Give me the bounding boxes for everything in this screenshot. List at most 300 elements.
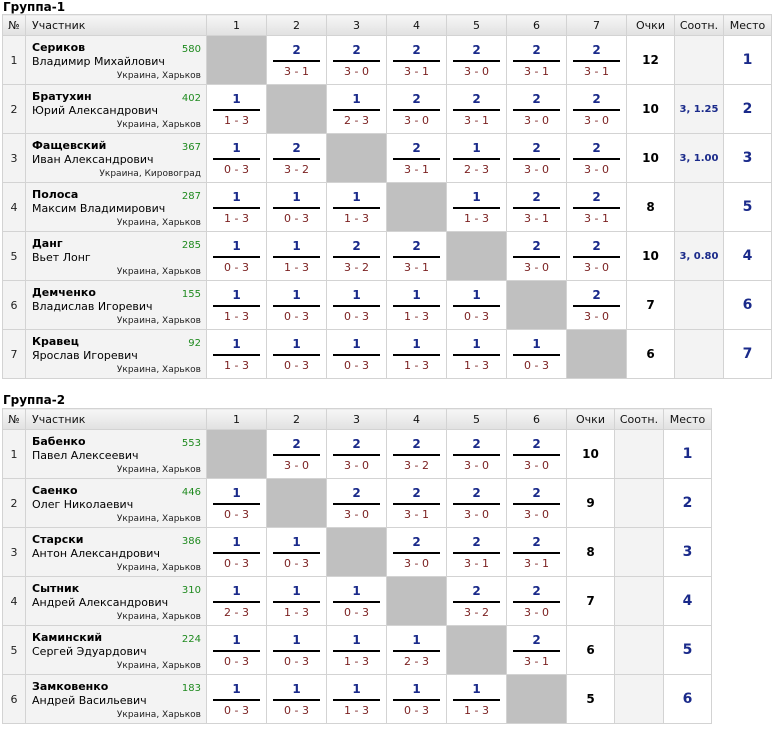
result-divider	[393, 552, 440, 554]
row-number: 3	[3, 134, 26, 183]
player-cell[interactable]	[26, 577, 207, 626]
match-score: 0 - 3	[404, 704, 429, 717]
result-divider	[213, 305, 260, 307]
player-last-name[interactable]: Фащевский	[32, 139, 107, 152]
result-divider	[513, 256, 560, 258]
match-points: 1	[292, 633, 301, 647]
result-divider	[453, 158, 500, 160]
match-points: 2	[532, 437, 541, 451]
match-result-cell[interactable]	[267, 577, 327, 626]
player-location: Украина, Харьков	[116, 465, 201, 475]
match-score: 3 - 0	[284, 459, 309, 472]
row-number: 6	[3, 281, 26, 330]
match-result-cell[interactable]	[507, 577, 567, 626]
row-number: 5	[3, 232, 26, 281]
match-result-cell[interactable]	[327, 479, 387, 528]
match-points: 2	[532, 141, 541, 155]
match-result-cell[interactable]	[207, 85, 267, 134]
player-last-name[interactable]: Замковенко	[32, 680, 109, 693]
match-points: 2	[532, 190, 541, 204]
match-result-cell[interactable]	[387, 479, 447, 528]
player-last-name[interactable]: Бабенко	[32, 435, 86, 448]
match-score: 3 - 0	[344, 459, 369, 472]
player-last-name[interactable]: Данг	[32, 237, 63, 250]
player-rating: 367	[181, 142, 201, 153]
result-divider	[333, 699, 380, 701]
match-score: 3 - 0	[404, 114, 429, 127]
result-divider	[393, 109, 440, 111]
player-cell[interactable]	[26, 330, 207, 379]
match-result-cell[interactable]	[387, 430, 447, 479]
match-result-cell[interactable]	[447, 330, 507, 379]
player-rating: 224	[181, 634, 201, 645]
final-place: 4	[724, 232, 772, 281]
match-result-cell[interactable]	[267, 232, 327, 281]
match-result-cell[interactable]	[327, 330, 387, 379]
player-row	[3, 183, 772, 232]
player-last-name[interactable]: Старски	[32, 533, 84, 546]
match-points: 1	[232, 535, 241, 549]
match-score: 0 - 3	[284, 655, 309, 668]
match-result-cell[interactable]	[207, 183, 267, 232]
match-points: 1	[472, 337, 481, 351]
player-last-name[interactable]: Кравец	[32, 335, 79, 348]
header-opponent-col[interactable]: 4	[387, 409, 447, 430]
player-row	[3, 281, 772, 330]
header-opponent-col[interactable]: 5	[447, 409, 507, 430]
header-place[interactable]: Место	[664, 409, 712, 430]
match-points: 1	[232, 584, 241, 598]
match-points: 1	[412, 633, 421, 647]
player-rating: 285	[181, 240, 201, 251]
header-opponent-col[interactable]: 2	[267, 409, 327, 430]
header-ratio[interactable]: Соотн.	[675, 15, 724, 36]
result-divider	[213, 109, 260, 111]
match-result-cell[interactable]	[387, 330, 447, 379]
match-result-cell[interactable]	[327, 281, 387, 330]
match-result-cell[interactable]	[267, 675, 327, 724]
player-rating: 386	[181, 536, 201, 547]
match-points: 1	[232, 239, 241, 253]
header-opponent-col[interactable]: 1	[207, 15, 267, 36]
match-result-cell[interactable]	[267, 528, 327, 577]
match-result-cell[interactable]	[387, 528, 447, 577]
match-result-cell[interactable]	[507, 430, 567, 479]
row-number: 5	[3, 626, 26, 675]
match-result-cell[interactable]	[447, 577, 507, 626]
match-points: 2	[472, 92, 481, 106]
player-cell[interactable]	[26, 626, 207, 675]
match-result-cell[interactable]	[507, 183, 567, 232]
result-divider	[453, 109, 500, 111]
result-divider	[273, 601, 320, 603]
result-divider	[513, 207, 560, 209]
match-points: 1	[352, 337, 361, 351]
match-points: 2	[592, 190, 601, 204]
result-divider	[573, 109, 620, 111]
match-result-cell[interactable]	[567, 134, 627, 183]
result-divider	[213, 699, 260, 701]
result-divider	[513, 109, 560, 111]
match-score: 0 - 3	[284, 704, 309, 717]
points-total: 10	[567, 430, 615, 479]
match-score: 0 - 3	[224, 557, 249, 570]
match-points: 2	[292, 437, 301, 451]
match-result-cell[interactable]	[267, 430, 327, 479]
match-result-cell[interactable]	[327, 183, 387, 232]
ratio-value	[615, 479, 664, 528]
match-points: 2	[412, 437, 421, 451]
match-result-cell[interactable]	[387, 232, 447, 281]
match-result-cell[interactable]	[387, 281, 447, 330]
player-last-name[interactable]: Каминский	[32, 631, 103, 644]
header-ratio[interactable]: Соотн.	[615, 409, 664, 430]
match-points: 2	[592, 288, 601, 302]
match-points: 1	[352, 633, 361, 647]
match-points: 2	[412, 535, 421, 549]
player-first-name: Владислав Игоревич	[32, 300, 153, 313]
player-last-name[interactable]: Сытник	[32, 582, 80, 595]
match-points: 2	[412, 43, 421, 57]
match-result-cell[interactable]	[447, 85, 507, 134]
match-score: 3 - 2	[404, 459, 429, 472]
player-cell[interactable]	[26, 232, 207, 281]
match-result-cell[interactable]	[207, 281, 267, 330]
player-cell[interactable]	[26, 479, 207, 528]
player-row	[3, 232, 772, 281]
match-score: 3 - 0	[584, 163, 609, 176]
match-score: 2 - 3	[224, 606, 249, 619]
match-score: 1 - 3	[224, 359, 249, 372]
match-result-cell[interactable]	[327, 626, 387, 675]
match-score: 0 - 3	[224, 261, 249, 274]
match-result-cell[interactable]	[327, 577, 387, 626]
match-score: 3 - 0	[524, 261, 549, 274]
header-opponent-col[interactable]: 3	[327, 15, 387, 36]
match-points: 1	[232, 486, 241, 500]
result-divider	[513, 60, 560, 62]
header-opponent-col[interactable]: 6	[507, 409, 567, 430]
match-result-cell[interactable]	[387, 134, 447, 183]
match-result-cell[interactable]	[267, 183, 327, 232]
match-result-cell[interactable]	[267, 626, 327, 675]
player-last-name[interactable]: Саенко	[32, 484, 78, 497]
points-total: 5	[567, 675, 615, 724]
result-divider	[273, 699, 320, 701]
result-divider	[513, 601, 560, 603]
match-score: 3 - 0	[584, 261, 609, 274]
match-points: 1	[292, 288, 301, 302]
player-row	[3, 134, 772, 183]
match-result-cell[interactable]	[507, 36, 567, 85]
match-points: 2	[532, 239, 541, 253]
result-divider	[573, 207, 620, 209]
player-last-name[interactable]: Братухин	[32, 90, 92, 103]
match-result-cell[interactable]	[387, 626, 447, 675]
match-result-cell[interactable]	[567, 183, 627, 232]
player-cell[interactable]	[26, 430, 207, 479]
player-location: Украина, Харьков	[116, 612, 201, 622]
result-divider	[333, 109, 380, 111]
match-points: 1	[232, 337, 241, 351]
result-divider	[333, 60, 380, 62]
match-points: 1	[292, 682, 301, 696]
match-result-cell[interactable]	[207, 626, 267, 675]
header-opponent-col[interactable]: 4	[387, 15, 447, 36]
ratio-value	[675, 330, 724, 379]
player-row	[3, 479, 712, 528]
match-score: 3 - 1	[524, 212, 549, 225]
match-score: 1 - 3	[464, 359, 489, 372]
player-cell[interactable]	[26, 85, 207, 134]
group-table	[2, 14, 772, 379]
header-opponent-col[interactable]: 1	[207, 409, 267, 430]
match-score: 0 - 3	[224, 704, 249, 717]
player-location: Украина, Харьков	[116, 661, 201, 671]
match-result-cell[interactable]	[327, 232, 387, 281]
match-result-cell[interactable]	[447, 528, 507, 577]
match-points: 1	[232, 92, 241, 106]
match-result-cell[interactable]	[447, 675, 507, 724]
result-divider	[213, 503, 260, 505]
result-divider	[273, 650, 320, 652]
result-divider	[333, 256, 380, 258]
player-rating: 553	[181, 438, 201, 449]
match-result-cell[interactable]	[447, 281, 507, 330]
match-score: 3 - 0	[584, 310, 609, 323]
match-points: 1	[352, 682, 361, 696]
player-rating: 580	[181, 44, 201, 55]
player-rating: 155	[181, 289, 201, 300]
match-score: 3 - 0	[524, 459, 549, 472]
player-first-name: Андрей Александрович	[32, 596, 169, 609]
match-score: 3 - 0	[344, 508, 369, 521]
match-result-cell[interactable]	[327, 430, 387, 479]
result-divider	[573, 305, 620, 307]
result-divider	[333, 454, 380, 456]
match-result-cell[interactable]	[387, 36, 447, 85]
points-total: 7	[627, 281, 675, 330]
player-rating: 183	[181, 683, 201, 694]
header-opponent-col[interactable]: 2	[267, 15, 327, 36]
match-points: 1	[412, 337, 421, 351]
match-points: 1	[232, 141, 241, 155]
match-result-cell[interactable]	[327, 36, 387, 85]
result-divider	[513, 650, 560, 652]
result-divider	[393, 454, 440, 456]
points-total: 10	[627, 232, 675, 281]
final-place: 4	[664, 577, 712, 626]
result-divider	[453, 552, 500, 554]
match-score: 3 - 0	[524, 114, 549, 127]
header-opponent-col[interactable]: 3	[327, 409, 387, 430]
match-result-cell[interactable]	[447, 134, 507, 183]
player-cell[interactable]	[26, 134, 207, 183]
result-divider	[213, 354, 260, 356]
player-row	[3, 85, 772, 134]
group-title: Группа-1	[3, 0, 66, 14]
match-result-cell[interactable]	[207, 134, 267, 183]
points-total: 7	[567, 577, 615, 626]
player-first-name: Павел Алексеевич	[32, 449, 139, 462]
match-result-cell[interactable]	[267, 281, 327, 330]
match-result-cell[interactable]	[507, 85, 567, 134]
match-points: 1	[472, 141, 481, 155]
result-divider	[513, 503, 560, 505]
self-match-cell	[567, 330, 627, 379]
row-number: 7	[3, 330, 26, 379]
header-points[interactable]: Очки	[567, 409, 615, 430]
player-first-name: Олег Николаевич	[32, 498, 134, 511]
self-match-cell	[447, 232, 507, 281]
match-result-cell[interactable]	[507, 479, 567, 528]
player-cell[interactable]	[26, 528, 207, 577]
header-num[interactable]: №	[3, 15, 26, 36]
match-result-cell[interactable]	[327, 85, 387, 134]
header-player[interactable]: Участник	[26, 15, 207, 36]
player-rating: 310	[181, 585, 201, 596]
match-points: 2	[352, 437, 361, 451]
player-first-name: Сергей Эдуардович	[32, 645, 147, 658]
match-result-cell[interactable]	[567, 85, 627, 134]
match-score: 1 - 3	[284, 261, 309, 274]
result-divider	[453, 601, 500, 603]
match-result-cell[interactable]	[387, 85, 447, 134]
match-result-cell[interactable]	[507, 330, 567, 379]
match-result-cell[interactable]	[387, 675, 447, 724]
result-divider	[393, 354, 440, 356]
result-divider	[273, 256, 320, 258]
match-score: 1 - 3	[224, 310, 249, 323]
self-match-cell	[447, 626, 507, 675]
match-points: 2	[472, 486, 481, 500]
match-score: 0 - 3	[284, 359, 309, 372]
match-result-cell[interactable]	[567, 232, 627, 281]
match-points: 2	[352, 43, 361, 57]
player-first-name: Владимир Михайлович	[32, 55, 165, 68]
points-total: 8	[627, 183, 675, 232]
match-result-cell[interactable]	[207, 479, 267, 528]
player-cell[interactable]	[26, 281, 207, 330]
match-score: 0 - 3	[224, 163, 249, 176]
player-cell[interactable]	[26, 36, 207, 85]
match-result-cell[interactable]	[567, 281, 627, 330]
player-rating: 287	[181, 191, 201, 202]
result-divider	[333, 650, 380, 652]
header-opponent-col[interactable]: 7	[567, 15, 627, 36]
row-number: 4	[3, 577, 26, 626]
match-score: 3 - 2	[344, 261, 369, 274]
match-score: 3 - 0	[524, 163, 549, 176]
player-last-name[interactable]: Сериков	[32, 41, 86, 54]
player-cell[interactable]	[26, 183, 207, 232]
player-row	[3, 626, 712, 675]
header-row	[3, 15, 772, 36]
header-opponent-col[interactable]: 6	[507, 15, 567, 36]
player-row	[3, 675, 712, 724]
match-result-cell[interactable]	[207, 232, 267, 281]
player-row	[3, 330, 772, 379]
match-result-cell[interactable]	[447, 479, 507, 528]
header-place[interactable]: Место	[724, 15, 772, 36]
player-location: Украина, Харьков	[116, 365, 201, 375]
match-points: 1	[472, 190, 481, 204]
final-place: 7	[724, 330, 772, 379]
player-last-name[interactable]: Демченко	[32, 286, 96, 299]
header-num[interactable]: №	[3, 409, 26, 430]
player-last-name[interactable]: Полоса	[32, 188, 79, 201]
row-number: 1	[3, 36, 26, 85]
match-result-cell[interactable]	[507, 626, 567, 675]
match-result-cell[interactable]	[507, 134, 567, 183]
ratio-value: 3, 1.25	[675, 85, 724, 134]
match-result-cell[interactable]	[267, 330, 327, 379]
match-score: 0 - 3	[224, 655, 249, 668]
match-points: 2	[412, 486, 421, 500]
match-points: 1	[352, 288, 361, 302]
match-result-cell[interactable]	[207, 577, 267, 626]
result-divider	[213, 207, 260, 209]
match-result-cell[interactable]	[327, 675, 387, 724]
points-total: 10	[627, 85, 675, 134]
match-result-cell[interactable]	[207, 528, 267, 577]
match-result-cell[interactable]	[507, 528, 567, 577]
match-result-cell[interactable]	[267, 134, 327, 183]
match-result-cell[interactable]	[567, 36, 627, 85]
match-points: 1	[232, 633, 241, 647]
final-place: 6	[724, 281, 772, 330]
row-number: 3	[3, 528, 26, 577]
match-points: 2	[412, 141, 421, 155]
match-points: 2	[532, 92, 541, 106]
result-divider	[333, 305, 380, 307]
match-score: 3 - 1	[404, 508, 429, 521]
match-score: 0 - 3	[464, 310, 489, 323]
match-result-cell[interactable]	[207, 675, 267, 724]
result-divider	[573, 158, 620, 160]
match-result-cell[interactable]	[447, 36, 507, 85]
match-points: 2	[532, 584, 541, 598]
self-match-cell	[387, 577, 447, 626]
match-score: 3 - 1	[284, 65, 309, 78]
ratio-value: 3, 1.00	[675, 134, 724, 183]
match-score: 0 - 3	[284, 212, 309, 225]
header-opponent-col[interactable]: 5	[447, 15, 507, 36]
player-location: Украина, Харьков	[116, 120, 201, 130]
match-points: 2	[472, 437, 481, 451]
ratio-value	[615, 675, 664, 724]
match-result-cell[interactable]	[207, 330, 267, 379]
match-result-cell[interactable]	[447, 430, 507, 479]
match-result-cell[interactable]	[447, 183, 507, 232]
match-result-cell[interactable]	[507, 232, 567, 281]
result-divider	[273, 60, 320, 62]
match-result-cell[interactable]	[267, 36, 327, 85]
ratio-value	[615, 577, 664, 626]
player-cell[interactable]	[26, 675, 207, 724]
header-points[interactable]: Очки	[627, 15, 675, 36]
match-points: 2	[532, 486, 541, 500]
ratio-value	[675, 281, 724, 330]
ratio-value: 3, 0.80	[675, 232, 724, 281]
player-location: Украина, Харьков	[116, 71, 201, 81]
player-location: Украина, Харьков	[116, 514, 201, 524]
ratio-value	[615, 430, 664, 479]
header-player[interactable]: Участник	[26, 409, 207, 430]
match-score: 0 - 3	[284, 310, 309, 323]
result-divider	[333, 503, 380, 505]
player-row	[3, 430, 712, 479]
